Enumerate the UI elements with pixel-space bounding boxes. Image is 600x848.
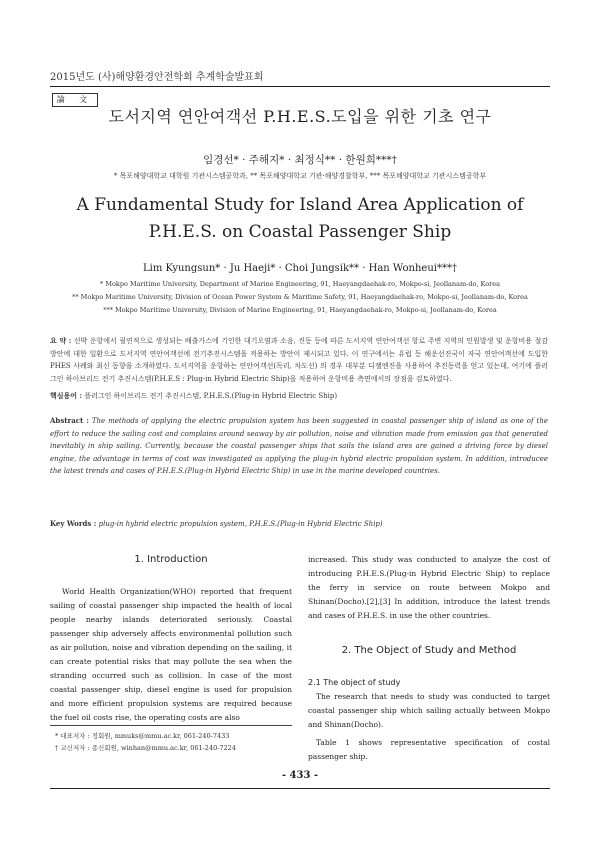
- subsection-2-1-table-ref: Table 1 shows representative specification of costal passenger ship.: [308, 738, 550, 761]
- keywords-korean: [50, 390, 548, 403]
- abstract-korean-label: 요 약 :: [50, 336, 72, 345]
- title-korean: 도서지역 연안여객선 P.H.E.S.도입을 위한 기초 연구: [108, 107, 492, 126]
- keywords-korean-label: 핵심용어 :: [50, 391, 83, 400]
- article-type-label: 論 文: [52, 93, 98, 107]
- footer-rule: [50, 788, 550, 789]
- header-rule: [50, 86, 550, 87]
- keywords-english-label: Key Words :: [50, 519, 97, 528]
- footnote-corresponding: * 대표저자 : 정회원, mmuks@mmu.ac.kr, 061-240-7433: [55, 732, 230, 740]
- affiliation-korean: * 목포해양대학교 대학원 기관시스템공학과, ** 목포해양대학교 기관·해양경찰학부, *** 목포해양대학교 기관시스템공학부: [113, 172, 487, 180]
- footnote-author: † 교신저자 : 종신회원, winhan@mmu.ac.kr, 061-240-7224: [55, 744, 236, 752]
- footnote-rule: [50, 725, 292, 726]
- page-number: - 433 -: [281, 770, 319, 781]
- title-english: A Fundamental Study for Island Area Application of P.H.E.S. on Coastal Passenger Ship: [76, 195, 524, 242]
- section-1-body: World Health Organization(WHO) reported that frequent sailing of coastal passenger ship impacted the health of local people nearby islands deteriorated seriously. Coastal passenger ship adversely affects environmental pollution such as air pollution, noise and vibration depending on the sailing, it can create potential risks that may pollute the sea when the stranding occurred such as collision. In case of the most coastal passenger ship, diesel engine is used for propulsion and more efficient propulsion systems are required because the fuel oil costs rise, the operating costs are also: [50, 587, 292, 722]
- authors-english: Lim Kyungsun* · Ju Haeji* · Choi Jungsik** · Han Wonheui***†: [143, 263, 457, 274]
- affiliation-english-2: ** Mokpo Maritime University, Division of Ocean Power System & Maritime Safety, 91, Haeyangdaehak-ro, Mokpo-si, Jeollanam-do, Korea: [72, 293, 528, 301]
- subsection-2-1-heading: 2.1 The object of study: [308, 678, 401, 687]
- conference-header: 2015년도 (사)해양환경안전학회 추계학술발표회: [50, 72, 264, 83]
- abstract-english: [50, 415, 548, 478]
- abstract-korean: [50, 335, 548, 385]
- affiliation-english-1: * Mokpo Maritime University, Department of Marine Engineering, 91, Haeyangdaehak-ro, Mokpo-si, Jeollanam-do, Korea: [100, 280, 500, 288]
- abstract-english-text: The methods of applying the electric propulsion system has been suggested in coastal passenger ship of island as one of the effort to reduce the sailing cost and complains around seaway by air pollution, noise and vibration made from emission gas that generated inevitably in ship sailing. Currently, because the coastal passenger ships that sails the island ares are gained a driving force by diesel engine, the advantage in terms of cost was investigated as applying the plug-in hybrid electric propulsion system. In addition, introducee the latest trends and cases of P.H.E.S.(Plug-in Hybrid Electric Ship) in use in the marine developed countries.: [50, 417, 548, 475]
- keywords-english: [50, 518, 548, 531]
- keywords-korean-text: 플러그인 하이브리드 전기 추진시스템, P.H.E.S.(Plug-in Hybrid Electric Ship): [84, 392, 338, 400]
- abstract-korean-text: 선박 운항에서 필연적으로 생성되는 배출가스에 기인한 대기오염과 소음, 진동 등에 따른 도서지역 연안여객선 항로 주변 지역의 민원발생 및 운항비용 절감방안에 대한 일환으로 도서지역 연안여객선에 전기추진시스템을 적용하는 방안이 제시되고 있다. 이 연구에서는 유럽 등 해운선진국이 자국 연안여객선에 도입한 PHES 사례와 최신 동향을 소개하였다. 도서지역을 운항하는 연안여객선(독리, 차도선) 의 경우 대부분 디젤엔진을 사용하여 추진동력을 얻고 있는데, 여기에 플러그인 하이브리드 전기 추진시스템(P.H.E.S : Plug-in Hybrid Electric Ship)을 적용하여 운항비용 측면에서의 장점을 검토하였다.: [50, 337, 548, 383]
- keywords-english-text: plug-in hybrid electric propulsion system, P.H.E.S.(Plug-in Hybrid Electric Ship): [98, 520, 383, 528]
- subsection-2-1-body: The research that needs to study was conducted to target coastal passenger ship which sailing actually between Mokpo and Shinan(Docho).: [308, 692, 550, 729]
- section-2-heading: 2. The Object of Study and Method: [341, 645, 517, 656]
- affiliation-english-3: *** Mokpo Maritime University, Division of Marine Engineering, 91, Haeyangdaehak-ro, Mokpo-si, Jeollanam-do, Korea: [103, 306, 497, 314]
- abstract-english-label: Abstract :: [50, 416, 89, 425]
- section-1-continued: increased. This study was conducted to analyze the cost of introducing P.H.E.S.(Plug-in Hybrid Electric Ship) to replace the ferry in service on route between Mokpo and Shinan(Docho).[2],[3] In addition, introduce the latest trends and cases of P.H.E.S. in use the other countries.: [308, 555, 550, 620]
- authors-korean: 임경선* · 주해지* · 최정식** · 한원희***†: [203, 154, 397, 166]
- section-1-heading: 1. Introduction: [134, 554, 208, 565]
